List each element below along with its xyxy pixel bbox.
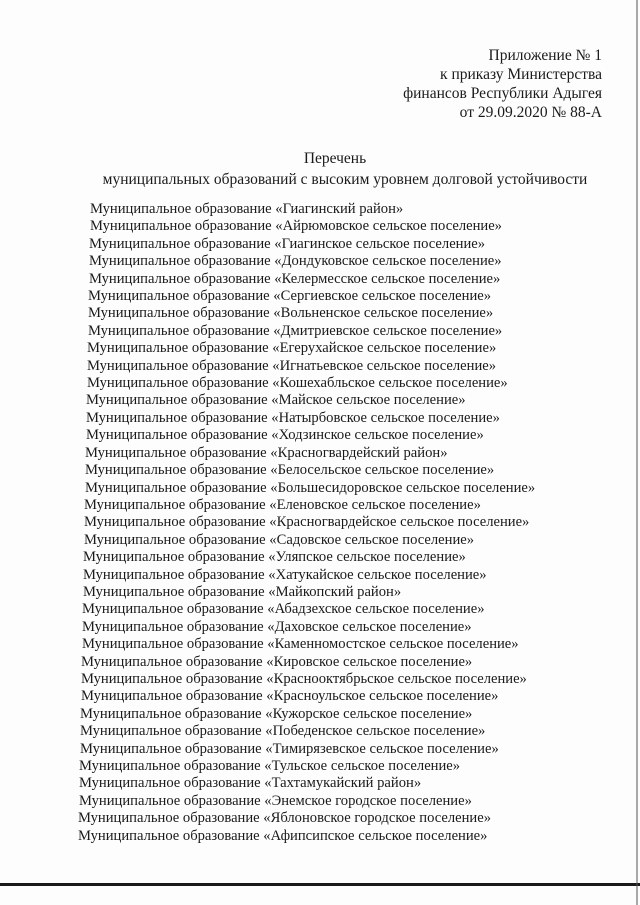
list-item: Муниципальное образование «Абадзехское сельское поселение» [82, 601, 485, 618]
list-item: Муниципальное образование «Яблоновское городское поселение» [78, 810, 492, 827]
list-item: Муниципальное образование «Натырбовское сельское поселение» [86, 409, 500, 426]
list-item: Муниципальное образование «Кировское сельское поселение» [81, 653, 473, 670]
list-item: Муниципальное образование «Тимирязевское сельское поселение» [80, 740, 499, 757]
bottom-scan-line [0, 883, 640, 886]
list-item: Муниципальное образование «Тахтамукайский район» [79, 775, 422, 792]
right-scan-edge [636, 0, 638, 905]
list-item: Муниципальное образование «Майское сельское поселение» [86, 392, 466, 409]
list-item: Муниципальное образование «Уляпское сельское поселение» [83, 549, 466, 566]
list-item: Муниципальное образование «Еленовское сельское поселение» [84, 496, 481, 513]
appendix-line: от 29.09.2020 № 88-А [459, 104, 602, 121]
list-item: Муниципальное образование «Вольненское сельское поселение» [88, 305, 494, 322]
list-item: Муниципальное образование «Белосельское сельское поселение» [85, 462, 495, 479]
list-item: Муниципальное образование «Ходзинское сельское поселение» [86, 427, 484, 444]
list-item: Муниципальное образование «Хатукайское сельское поселение» [83, 566, 487, 583]
list-item: Муниципальное образование «Келермесское сельское поселение» [89, 270, 501, 287]
appendix-line: финансов Республики Адыгея [403, 85, 602, 102]
list-item: Муниципальное образование «Майкопский район» [83, 583, 402, 600]
list-item: Муниципальное образование «Красногвардейское сельское поселение» [84, 514, 530, 531]
list-item: Муниципальное образование «Садовское сельское поселение» [84, 531, 475, 548]
list-item: Муниципальное образование «Афипсипское сельское поселение» [78, 827, 488, 844]
list-item: Муниципальное образование «Победенское сельское поселение» [80, 723, 486, 740]
list-item: Муниципальное образование «Игнатьевское сельское поселение» [87, 357, 497, 374]
municipality-list [78, 201, 536, 845]
title-line: Перечень [303, 150, 367, 167]
list-item: Муниципальное образование «Кошехабльское сельское поселение» [87, 375, 508, 392]
list-item: Муниципальное образование «Тульское сельское поселение» [79, 758, 461, 774]
list-item: Муниципальное образование «Айрюмовское сельское поселение» [90, 218, 502, 235]
list-item: Муниципальное образование «Гиагинское сельское поселение» [89, 235, 486, 252]
list-item: Муниципальное образование «Егерухайское сельское поселение» [87, 340, 497, 357]
appendix-line: Приложение № 1 [488, 47, 602, 64]
list-item: Муниципальное образование «Сергиевское сельское поселение» [88, 288, 492, 305]
list-item: Муниципальное образование «Каменномостское сельское поселение» [82, 636, 519, 653]
list-item: Муниципальное образование «Кужорское сельское поселение» [80, 705, 473, 722]
list-item: Муниципальное образование «Энемское городское поселение» [79, 792, 472, 809]
list-item: Муниципальное образование «Большесидоровское сельское поселение» [85, 479, 536, 496]
list-item: Муниципальное образование «Дондуковское сельское поселение» [89, 253, 502, 270]
document-title [0, 148, 640, 190]
list-item: Муниципальное образование «Краснооктябрьское сельское поселение» [81, 670, 527, 687]
list-item: Муниципальное образование «Дмитриевское сельское поселение» [88, 322, 503, 339]
list-item: Муниципальное образование «Гиагинский район» [90, 201, 404, 217]
list-item: Муниципальное образование «Даховское сельское поселение» [82, 618, 472, 635]
appendix-line: к приказу Министерства [440, 66, 602, 83]
appendix-header [403, 46, 602, 122]
list-item: Муниципальное образование «Красноульское сельское поселение» [81, 688, 499, 705]
list-item: Муниципальное образование «Красногвардейский район» [85, 444, 448, 461]
title-line: муниципальных образований с высоким уровнем долговой устойчивости [102, 171, 588, 188]
